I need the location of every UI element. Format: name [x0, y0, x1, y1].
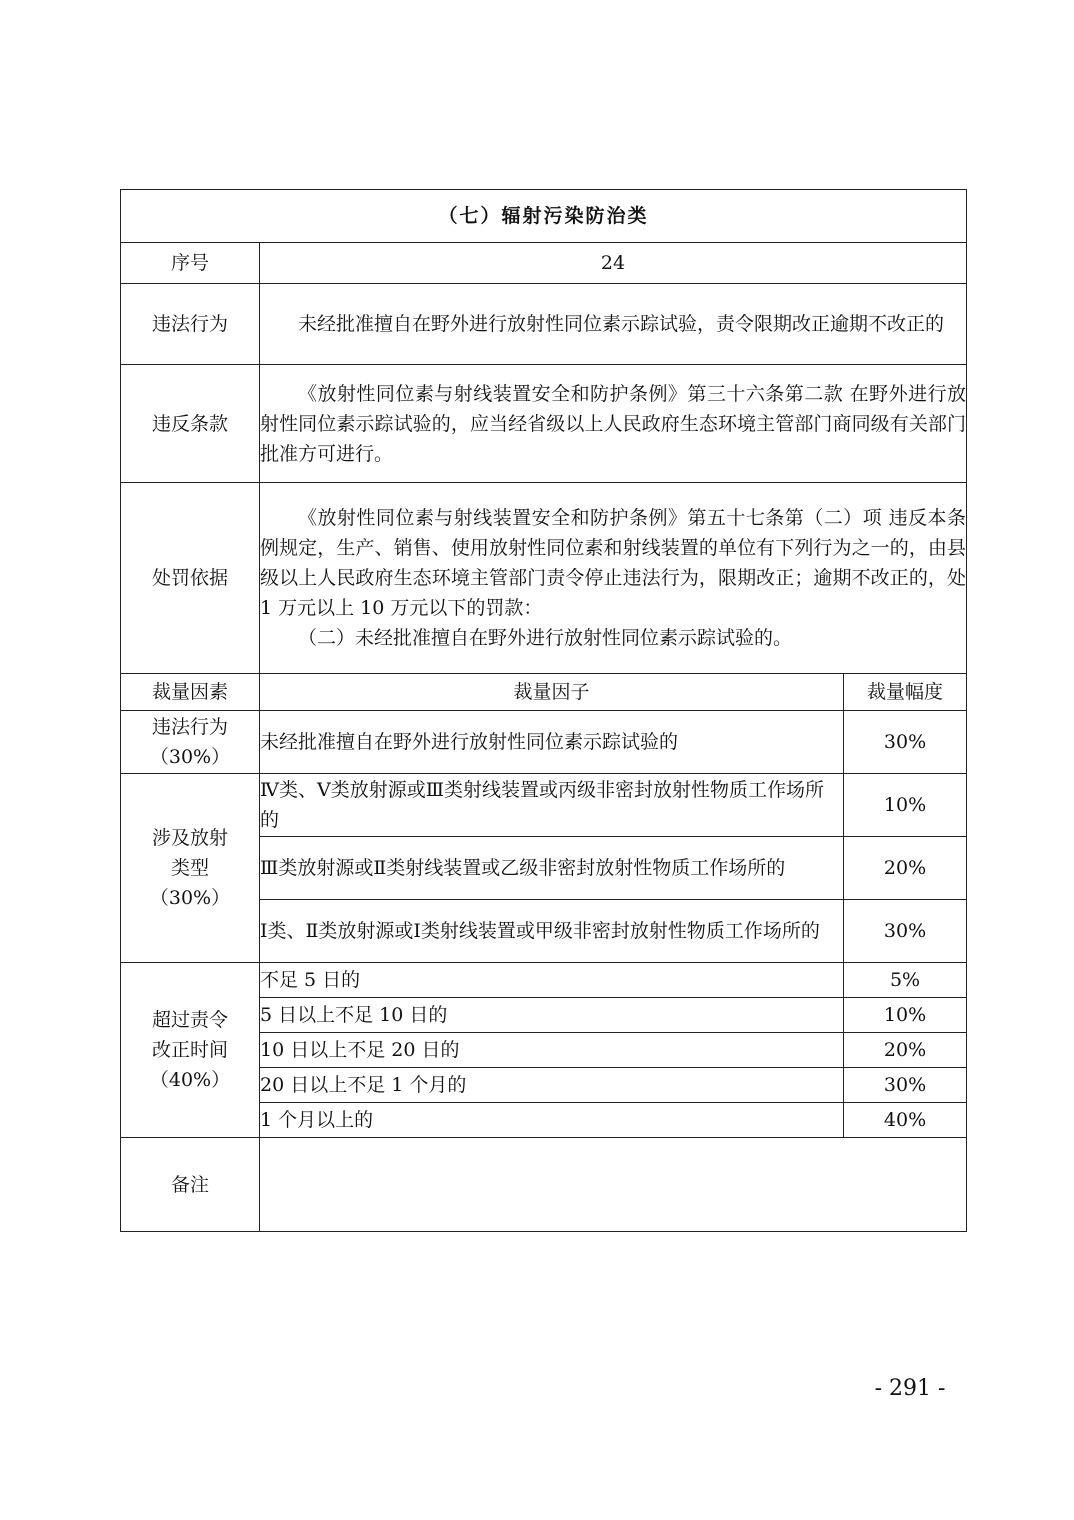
factor-pct: 10%	[844, 998, 967, 1033]
factor-text: 不足 5 日的	[260, 963, 844, 998]
basis-text: 《放射性同位素与射线装置安全和防护条例》第五十七条第（二）项 违反本条例规定，生产、销售、使用放射性同位素和射线装置的单位有下列行为之一的，由县级以上人民政府生态环境主管部门责令停止违法行为，限期改正；逾期不改正的，处 1 万元以上 10 万元以下的罚款：	[260, 507, 967, 619]
factor-pct: 20%	[844, 837, 967, 900]
group-overdue-name: 超过责令 改正时间 （40%）	[121, 963, 260, 1138]
page-number: - 291 -	[874, 1376, 946, 1401]
group-radiation-type-name: 涉及放射 类型 （30%）	[121, 774, 260, 963]
penalty-table	[120, 189, 967, 1232]
factor-text: 1 个月以上的	[260, 1103, 844, 1138]
basis-item: （二）未经批准擅自在野外进行放射性同位素示踪试验的。	[298, 627, 793, 649]
basis-label: 处罚依据	[121, 483, 260, 674]
clause-text: 《放射性同位素与射线装置安全和防护条例》第三十六条第二款 在野外进行放射性同位素示踪试验的，应当经省级以上人民政府生态环境主管部门商同级有关部门批准方可进行。	[260, 382, 967, 465]
factor-text: 10 日以上不足 20 日的	[260, 1033, 844, 1068]
factor-text: 5 日以上不足 10 日的	[260, 998, 844, 1033]
factor-pct: 5%	[844, 963, 967, 998]
seq-label: 序号	[121, 243, 260, 284]
factor-pct: 30%	[844, 900, 967, 963]
factor-text: 20 日以上不足 1 个月的	[260, 1068, 844, 1103]
factor-text: Ⅲ类放射源或Ⅱ类射线装置或乙级非密封放射性物质工作场所的	[260, 837, 844, 900]
remarks-label: 备注	[121, 1138, 260, 1232]
clause-label: 违反条款	[121, 365, 260, 483]
factor-text: Ⅰ类、Ⅱ类放射源或Ⅰ类射线装置或甲级非密封放射性物质工作场所的	[260, 900, 844, 963]
factor-text: 未经批准擅自在野外进行放射性同位素示踪试验的	[260, 711, 844, 774]
remarks-value	[260, 1138, 967, 1232]
factor-text: Ⅳ类、Ⅴ类放射源或Ⅲ类射线装置或丙级非密封放射性物质工作场所的	[260, 774, 844, 837]
header-factor: 裁量因素	[121, 674, 260, 711]
factor-pct: 20%	[844, 1033, 967, 1068]
table-title: （七）辐射污染防治类	[121, 190, 967, 243]
factor-pct: 40%	[844, 1103, 967, 1138]
factor-pct: 10%	[844, 774, 967, 837]
violation-label: 违法行为	[121, 284, 260, 365]
group-violation-name: 违法行为 （30%）	[121, 711, 260, 774]
factor-pct: 30%	[844, 711, 967, 774]
header-range: 裁量幅度	[844, 674, 967, 711]
seq-value: 24	[260, 243, 967, 284]
factor-pct: 30%	[844, 1068, 967, 1103]
header-subfactor: 裁量因子	[260, 674, 844, 711]
violation-text: 未经批准擅自在野外进行放射性同位素示踪试验，责令限期改正逾期不改正的	[298, 313, 945, 335]
